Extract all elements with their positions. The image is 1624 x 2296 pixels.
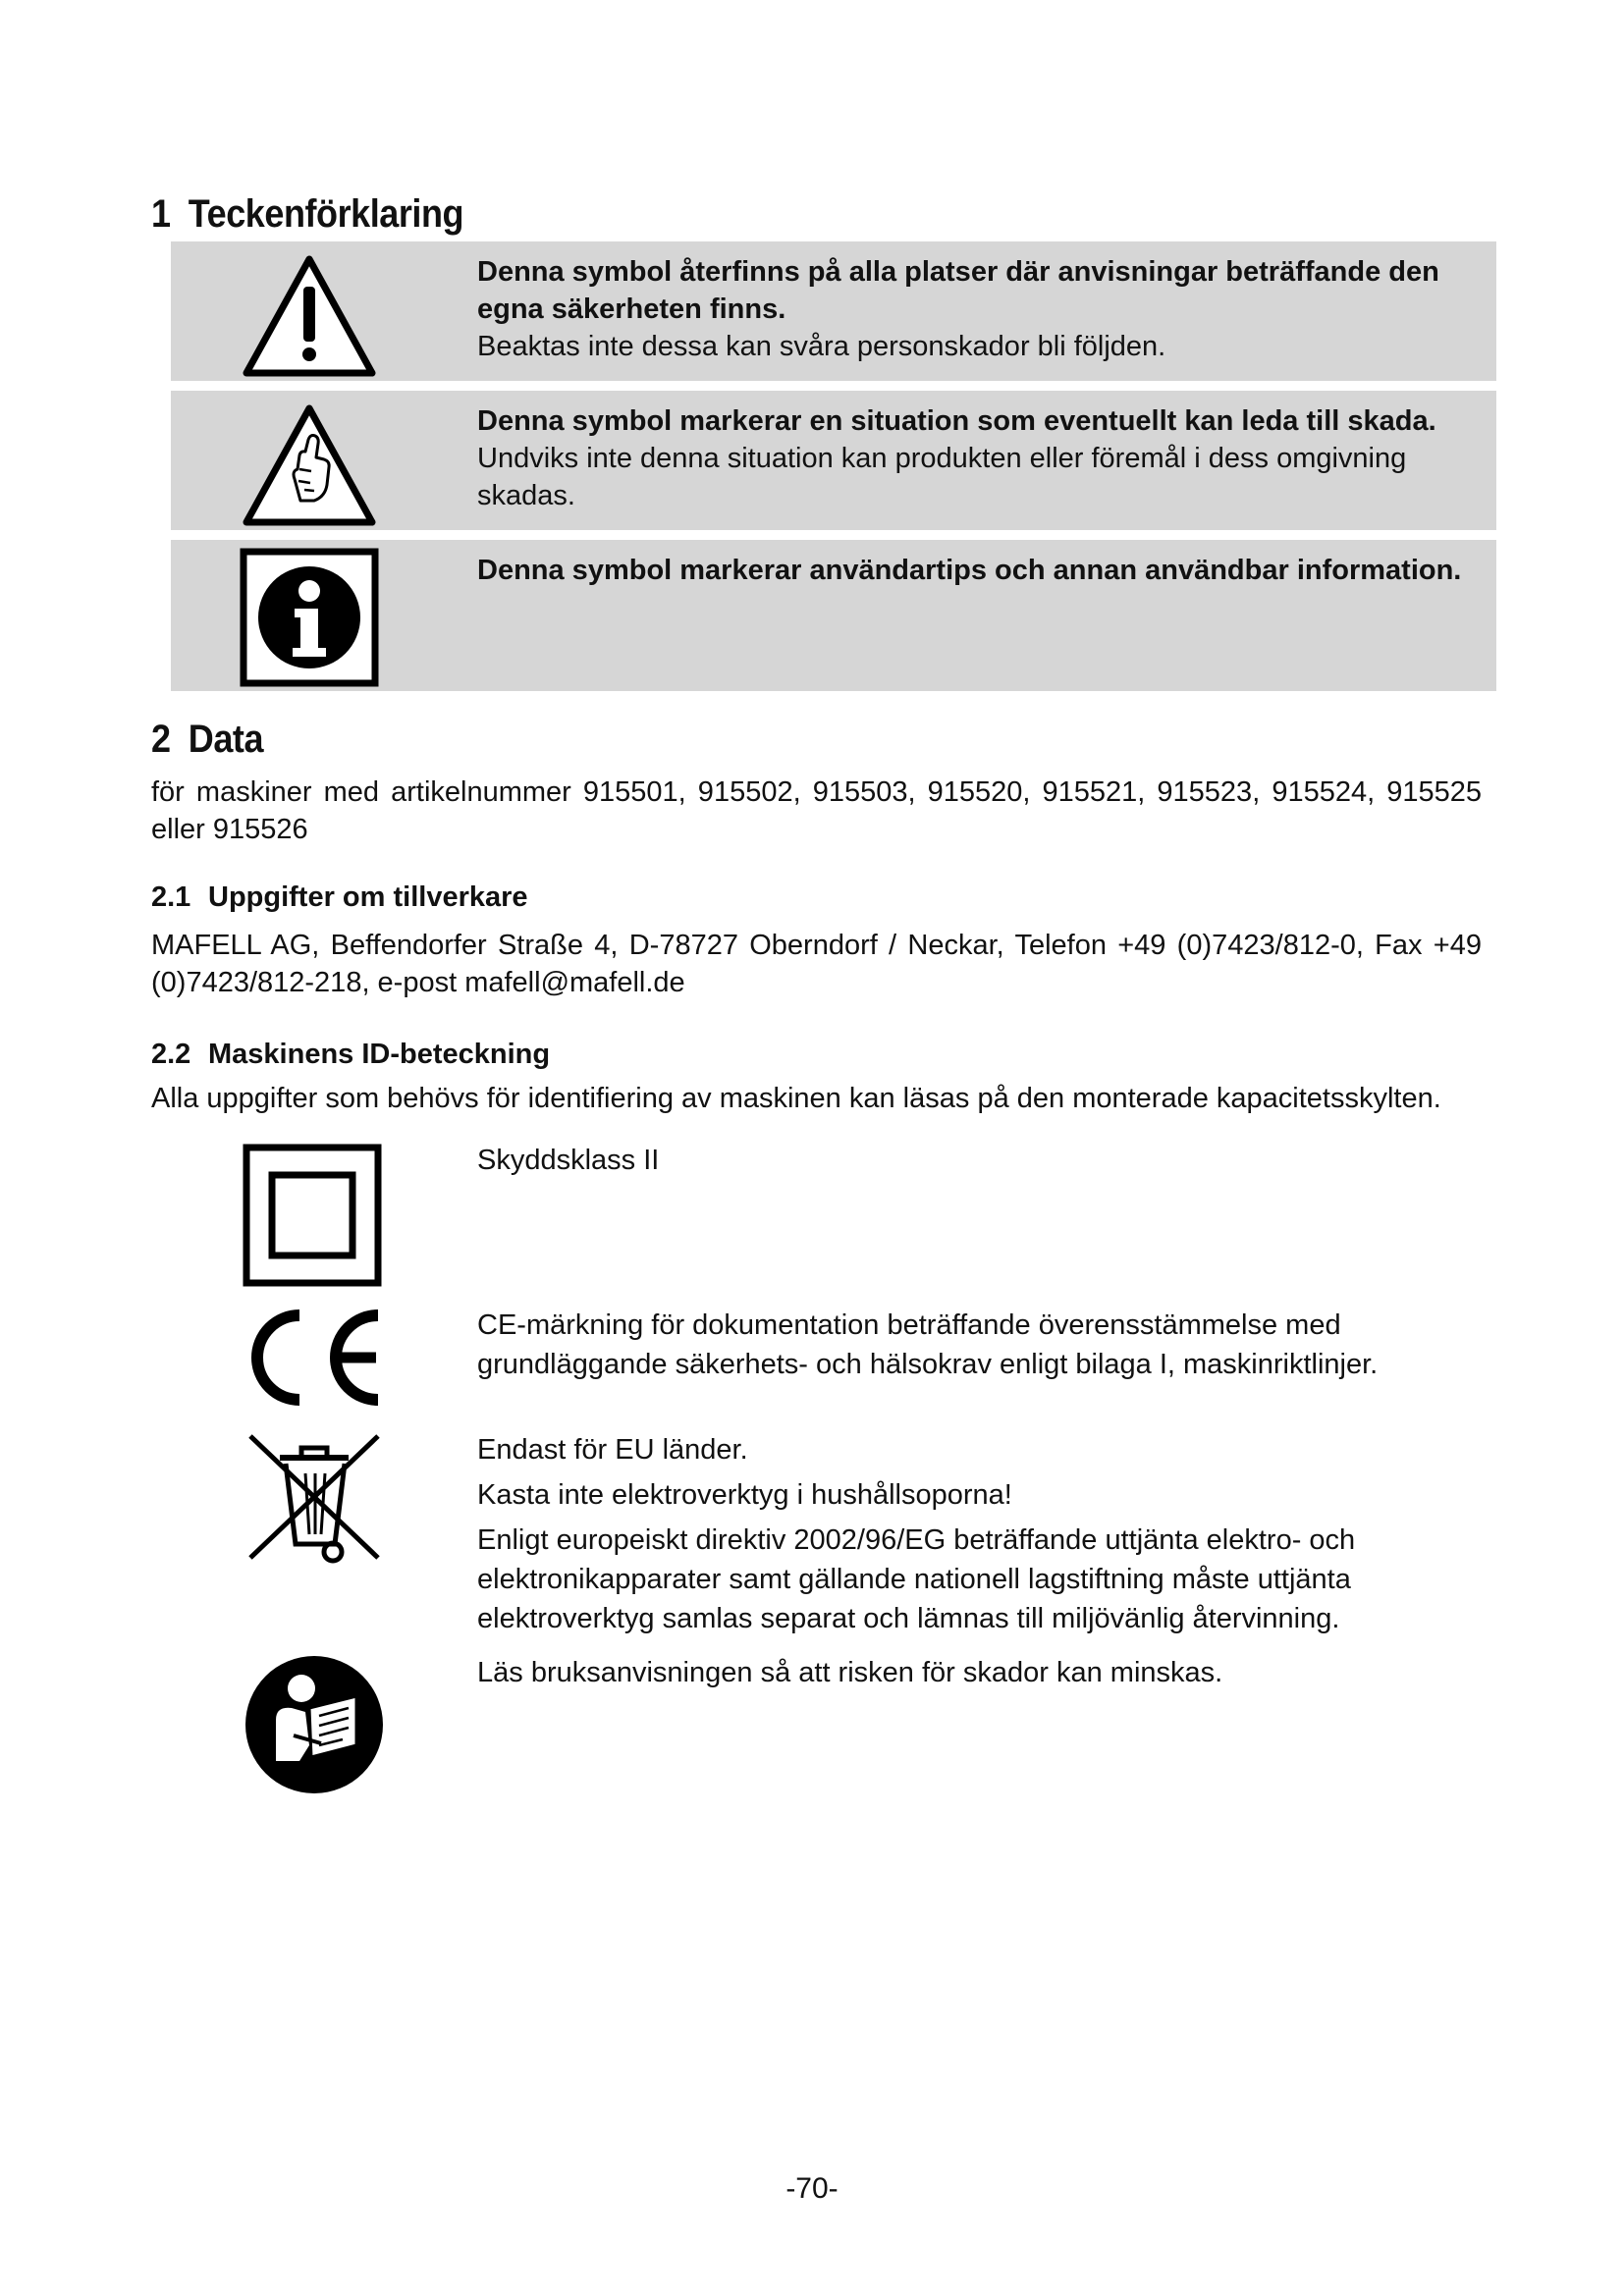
page-number: -70- — [785, 2172, 839, 2205]
subsection-number: 2.1 — [151, 881, 191, 913]
symbol-text-line: Läs bruksanvisningen så att risken för skador kan minskas. — [477, 1657, 1223, 1688]
subsection-number: 2.2 — [151, 1039, 191, 1070]
symbol-text-ce — [477, 1306, 1498, 1384]
symbol-text-protection-class — [477, 1141, 1498, 1180]
symbol-legend-table — [171, 241, 1496, 701]
symbol-text-line: Skyddsklass II — [477, 1145, 660, 1176]
weee-bin-icon — [241, 1428, 388, 1566]
symbol-text-weee — [477, 1430, 1498, 1638]
info-icon — [238, 546, 381, 689]
warning-exclamation-icon — [238, 247, 381, 391]
symbol-text-line: Endast för EU länder. — [477, 1434, 748, 1466]
section-number: 2 — [151, 718, 171, 761]
manufacturer-text: MAFELL AG, Beffendorfer Straße 4, D-78727 Oberndorf / Neckar, Telefon +49 (0)7423/812-0, Fax +49 (0)7423/812-218, e-post mafell@mafell.de — [151, 930, 1482, 998]
section-2-heading — [151, 718, 263, 762]
legend-text: Undviks inte denna situation kan produkten eller föremål i dess omgivning skadas. — [477, 443, 1407, 511]
legend-text: Beaktas inte dessa kan svåra personskador bli följden. — [477, 331, 1166, 362]
legend-bold-text: Denna symbol markerar en situation som eventuellt kan leda till skada. — [477, 405, 1436, 437]
symbol-text-read-manual — [477, 1653, 1498, 1692]
section-title: Data — [188, 718, 264, 761]
section-number: 1 — [151, 192, 171, 236]
legend-row-info — [171, 540, 1496, 691]
legend-bold-text: Denna symbol återfinns på alla platser där anvisningar beträffande den egna säkerheten finns. — [477, 256, 1439, 325]
symbol-text-line: CE-märkning för dokumentation beträffande överensstämmelse med grundläggande säkerhets- och hälsokrav enligt bilaga I, maskinriktlinjer. — [477, 1309, 1379, 1380]
section-title: Teckenförklaring — [188, 192, 464, 236]
subsection-2-1-heading — [151, 881, 528, 914]
symbol-text-line: Kasta inte elektroverktyg i hushållsoporna! — [477, 1479, 1012, 1511]
legend-bold-text: Denna symbol markerar användartips och annan användbar information. — [477, 555, 1462, 586]
section-1-heading — [151, 192, 463, 237]
symbol-text-line: Enligt europeiskt direktiv 2002/96/EG beträffande uttjänta elektro- och elektronikapparater samt gällande nationell lagstiftning måste uttjänta elektroverktyg samlas separat och lämnas till miljövänlig återvinning. — [477, 1524, 1356, 1634]
subsection-title: Uppgifter om tillverkare — [208, 881, 528, 913]
read-manual-icon — [241, 1651, 388, 1798]
machine-id-text: Alla uppgifter som behövs för identifiering av maskinen kan läsas på den monterade kapacitetsskylten. — [151, 1083, 1441, 1114]
ce-mark-icon — [241, 1306, 388, 1410]
subsection-2-2-heading — [151, 1039, 550, 1071]
warning-hand-icon — [238, 397, 381, 540]
section-2-intro: för maskiner med artikelnummer 915501, 915502, 915503, 915520, 915521, 915523, 915524, 915525 eller 915526 — [151, 776, 1482, 845]
legend-row-warning — [171, 241, 1496, 381]
legend-row-caution — [171, 391, 1496, 530]
protection-class-ii-icon — [241, 1142, 388, 1289]
subsection-title: Maskinens ID-beteckning — [208, 1039, 551, 1070]
